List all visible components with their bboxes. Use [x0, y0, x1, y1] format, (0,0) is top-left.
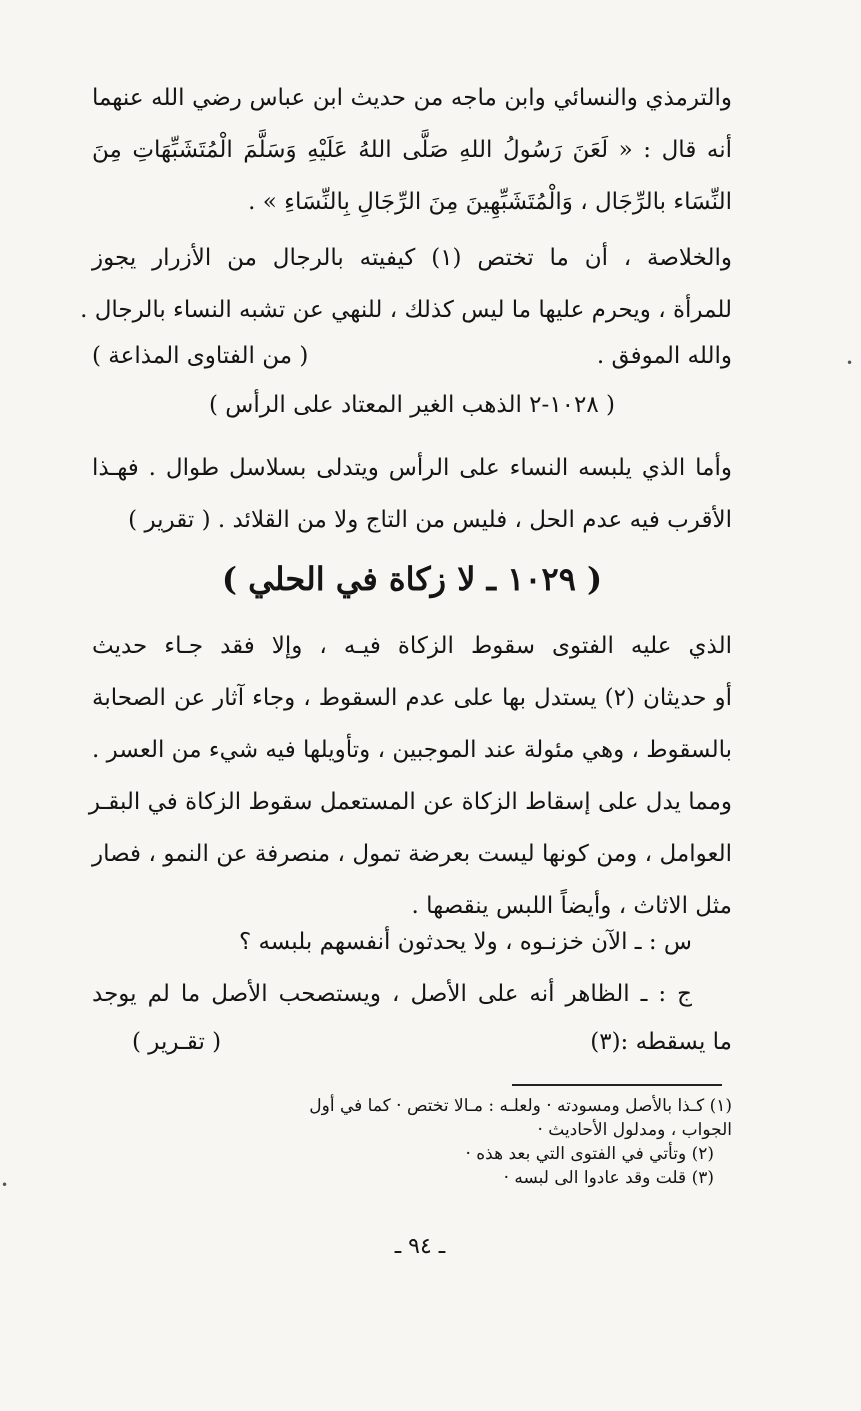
text-line: ومما يدل على إسقاط الزكاة عن المستعمل سقوط الزكاة في البقـر	[88, 789, 732, 815]
footnote-2: (٢) وتأتي في الفتوى التي بعد هذه ·	[465, 1144, 714, 1164]
text-line: الذي عليه الفتوى سقوط الزكاة فيـه ، وإلا فقد جـاء حديث	[92, 633, 732, 659]
footnote-1: (١) كـذا بالأصل ومسودته · ولعلـه : مـالا تختص · كما في أول	[309, 1096, 732, 1116]
gold-paragraph	[92, 442, 732, 546]
source-note: ( تقـرير )	[132, 1029, 222, 1055]
text-line: أو حديثان (٢) يستدل بها على عدم السقوط ، وجاء آثار عن الصحابة	[92, 685, 733, 711]
page-number: ـ ٩٤ ـ	[394, 1234, 446, 1259]
footnote-1-continued: الجواب ، ومدلول الأحاديث ·	[537, 1120, 732, 1140]
text-line: العوامل ، ومن كونها ليست بعرضة تمول ، منصرفة عن النمو ، فصار	[92, 841, 732, 867]
footnotes	[92, 1094, 732, 1190]
text-line: أنه قال : « لَعَنَ رَسُولُ اللهِ صَلَّى اللهُ عَلَيْهِ وَسَلَّمَ الْمُتَشَبِّهَاتِ مِنَ	[92, 137, 732, 163]
footnote-divider	[512, 1084, 722, 1086]
answer-line: ج : ـ الظاهر أنه على الأصل ، ويستصحب الأصل ما لم يوجد	[92, 981, 692, 1007]
closing-text: والله الموفق .	[596, 343, 732, 369]
text-line: للمرأة ، ويحرم عليها ما ليس كذلك ، للنهي عن تشبه النساء بالرجال .	[80, 297, 732, 323]
closing-line	[92, 336, 732, 376]
question-answer	[92, 916, 732, 1064]
zakat-paragraph	[88, 620, 733, 932]
text-line: بالسقوط ، وهي مئولة عند الموجبين ، وتأويلها فيه شيء من العسر .	[92, 737, 732, 763]
text-line: مثل الاثاث ، وأيضاً اللبس ينقصها .	[411, 893, 732, 919]
fatwa-heading: ( ١٠٢٩ ـ لا زكاة في الحلي )	[221, 560, 603, 598]
text-line: والخلاصة ، أن ما تختص (١) كيفيته بالرجال من الأزرار يجوز	[92, 245, 732, 271]
answer-end	[92, 1020, 732, 1064]
answer-line: ما يسقطه :(٣)	[590, 1029, 732, 1055]
question-line: س : ـ الآن خزنـوه ، ولا يحدثون أنفسهم بلبسه ؟	[238, 929, 692, 955]
text-line: النِّسَاء بالرِّجَال ، وَالْمُتَشَبِّهِينَ مِنَ الرِّجَالِ بِالنِّسَاءِ » .	[248, 189, 732, 215]
conclusion-paragraph	[80, 232, 732, 376]
scan-speck: •	[1, 1178, 9, 1192]
text-line: والترمذي والنسائي وابن ماجه من حديث ابن عباس رضي الله عنهما	[92, 85, 732, 111]
fatwa-subheading: ( ١٠٢٨-٢ الذهب الغير المعتاد على الرأس )	[208, 392, 616, 418]
scan-speck: •	[846, 356, 854, 370]
footnote-3: (٣) قلت وقد عادوا الى لبسه ·	[503, 1168, 714, 1188]
text-line: وأما الذي يلبسه النساء على الرأس ويتدلى بسلاسل طوال . فهـذا	[92, 455, 732, 481]
text-line: الأقرب فيه عدم الحل ، فليس من التاج ولا من القلائد . ( تقرير )	[128, 507, 732, 533]
hadith-paragraph	[92, 72, 732, 228]
source-note: ( من الفتاوى المذاعة )	[92, 343, 309, 369]
